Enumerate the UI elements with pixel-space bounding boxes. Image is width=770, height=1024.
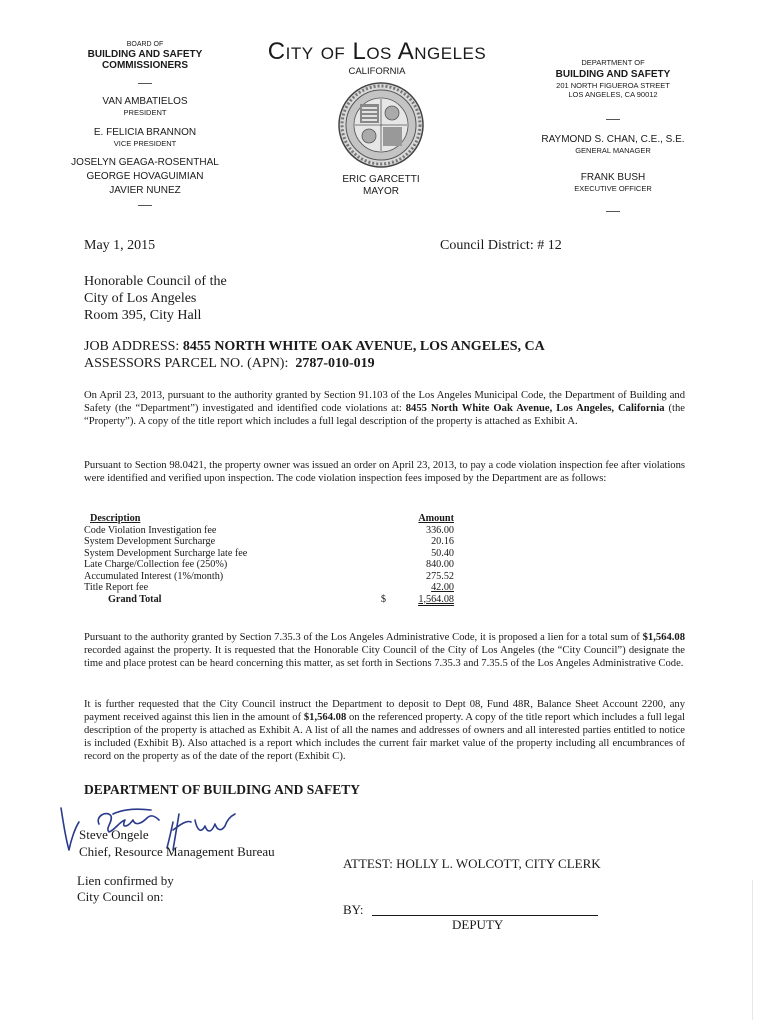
paragraph-3-text-a: Pursuant to the authority granted by Section 7.35.3 of the Los Angeles Administrative Code, it is proposed a lien for a total sum of — [84, 632, 643, 643]
paragraph-1-text-b: (the “Property”). A copy of the title report which includes a full legal description of the property is attached as Exhibit A. — [84, 403, 685, 427]
fee-amount: 840.00 — [425, 559, 454, 570]
dept-street: 201 NORTH FIGUEROA STREET — [556, 81, 670, 90]
attest-line: ATTEST: HOLLY L. WOLCOTT, CITY CLERK — [343, 856, 601, 871]
commissioner-1: JOSELYN GEAGA-ROSENTHAL — [71, 157, 219, 168]
recipient-line-3: Room 395, City Hall — [84, 308, 202, 323]
commissioner-2: GEORGE HOVAGUIMIAN — [86, 171, 204, 182]
job-address-label: JOB ADDRESS: — [84, 339, 180, 354]
lien-confirmed-block — [77, 873, 174, 905]
currency-symbol: $ — [380, 593, 386, 605]
fee-label: Code Violation Investigation fee — [84, 524, 217, 536]
executive-officer-title: EXECUTIVE OFFICER — [574, 184, 652, 193]
general-manager-name: RAYMOND S. CHAN, C.E., S.E. — [541, 134, 685, 145]
paragraph-2: Pursuant to Section 98.0421, the property owner was issued an order on April 23, 2013, to pay a code violation inspection fee after violations were identified and verified upon inspection. The code violation inspection fees imposed by the Department are as follows: — [84, 460, 685, 484]
paragraph-4-text-b: on the referenced property. A copy of the title report which includes a full legal description of the property is attached as Exhibit A. A list of all the names and addresses of owners and all interested parties entitled to notice is included (Exhibit B). Also attached is a report which includes the current fair market value of the property including all encumbrances of record on the property as of the date of the report (Exhibit C). — [84, 712, 686, 762]
recipient-line-1: Honorable Council of the — [84, 274, 227, 289]
fee-label: System Development Surcharge late fee — [84, 547, 248, 559]
signer-name: Steve Ongele — [79, 827, 149, 842]
job-address-block — [84, 338, 545, 372]
fee-amount: 336.00 — [425, 524, 454, 536]
city-block — [262, 38, 492, 77]
table-row — [84, 525, 454, 537]
board-block — [60, 40, 230, 212]
apn-line — [84, 355, 545, 372]
fee-amount: 20.16 — [431, 536, 454, 547]
description-header: Description — [90, 513, 141, 524]
city-name: City of Los Angeles — [267, 38, 487, 65]
fee-table-header — [84, 513, 454, 525]
fee-amount: 42.00 — [431, 582, 454, 593]
fee-label: Title Report fee — [84, 582, 149, 593]
amount-header: Amount — [418, 513, 454, 524]
divider — [606, 211, 620, 212]
signature-line — [372, 915, 598, 916]
vice-president-name: E. FELICIA BRANNON — [93, 127, 197, 138]
city-seal-icon — [338, 82, 424, 168]
grand-total-amount: 1,564.08 — [418, 593, 454, 605]
paragraph-1-address: 8455 North White Oak Avenue, Los Angeles, California — [405, 403, 665, 414]
by-label: BY: — [343, 902, 364, 917]
paragraph-4-amount: $1,564.08 — [303, 712, 347, 723]
fee-amount: 275.52 — [425, 570, 454, 582]
board-heading-2: COMMISSIONERS — [101, 60, 189, 71]
state-name: CALIFORNIA — [348, 66, 406, 77]
mayor-block — [320, 174, 442, 198]
fee-label: System Development Surcharge — [84, 536, 216, 547]
signer-block — [79, 826, 275, 860]
grand-total-label: Grand Total — [108, 593, 162, 605]
table-row — [84, 536, 454, 548]
dept-caption: DEPARTMENT OF — [581, 58, 645, 67]
table-row-total — [84, 594, 454, 606]
paragraph-4-text-a: It is further requested that the City Council instruct the Department to deposit to Dept 08, Fund 48R, Balance Sheet Account 2200, any payment received against this lien in the amount of — [84, 699, 685, 723]
paragraph-4 — [84, 698, 685, 763]
recipient-address — [84, 273, 227, 324]
department-block — [528, 58, 698, 218]
paragraph-3-amount: $1,564.08 — [642, 632, 685, 643]
mayor-title: MAYOR — [363, 186, 399, 197]
dept-heading: BUILDING AND SAFETY — [555, 69, 671, 80]
job-address-value: 8455 NORTH WHITE OAK AVENUE, LOS ANGELES, CA — [182, 339, 545, 354]
signer-title: Chief, Resource Management Bureau — [79, 844, 275, 859]
president-name: VAN AMBATIELOS — [102, 96, 188, 107]
table-row — [84, 548, 454, 560]
job-address-line — [84, 338, 545, 355]
deputy-label: DEPUTY — [452, 917, 504, 932]
divider — [606, 119, 620, 120]
table-row — [84, 559, 454, 571]
scan-edge-line — [752, 880, 753, 1020]
vice-president-title: VICE PRESIDENT — [113, 139, 177, 148]
general-manager-title: GENERAL MANAGER — [575, 146, 651, 155]
fee-amount: 50.40 — [431, 547, 454, 559]
fee-label: Late Charge/Collection fee (250%) — [84, 559, 228, 570]
apn-value: 2787-010-019 — [295, 356, 375, 371]
dept-city: LOS ANGELES, CA 90012 — [568, 90, 658, 99]
fee-label: Accumulated Interest (1%/month) — [84, 570, 224, 582]
letter-date: May 1, 2015 — [84, 238, 156, 253]
paragraph-3 — [84, 631, 685, 670]
paragraph-1-text-a: On April 23, 2013, pursuant to the authority granted by Section 91.103 of the Los Angeles Municipal Code, the Department of Building and Safety (the “Department”) investigated and identified code violations at: — [84, 390, 685, 414]
paragraph-3-text-b: recorded against the property. It is requested that the Honorable City Council of the City of Los Angeles (the “City Council”) designate the time and place protest can be heard concerning this matter, as set forth in Sections 7.35.3 and 7.35.5 of the Los Angeles Administrative Code. — [84, 645, 685, 669]
mayor-name: ERIC GARCETTI — [342, 174, 420, 185]
executive-officer-name: FRANK BUSH — [580, 172, 646, 183]
apn-label: ASSESSORS PARCEL NO. (APN): — [84, 356, 289, 371]
lien-confirmed-line-1: Lien confirmed by — [77, 873, 174, 888]
paragraph-1 — [84, 389, 685, 428]
recipient-line-2: City of Los Angeles — [84, 291, 197, 306]
board-caption: BOARD OF — [126, 41, 164, 48]
commissioner-3: JAVIER NUNEZ — [109, 185, 181, 196]
president-title: PRESIDENT — [123, 108, 167, 117]
table-row — [84, 582, 454, 594]
lien-confirmed-line-2: City Council on: — [77, 889, 164, 904]
table-row — [84, 571, 454, 583]
dept-sign-heading: DEPARTMENT OF BUILDING AND SAFETY — [84, 782, 361, 797]
fee-table — [84, 513, 454, 605]
divider — [138, 83, 152, 84]
council-district: Council District: # 12 — [440, 238, 562, 253]
board-heading-1: BUILDING AND SAFETY — [87, 49, 203, 60]
divider — [138, 205, 152, 206]
